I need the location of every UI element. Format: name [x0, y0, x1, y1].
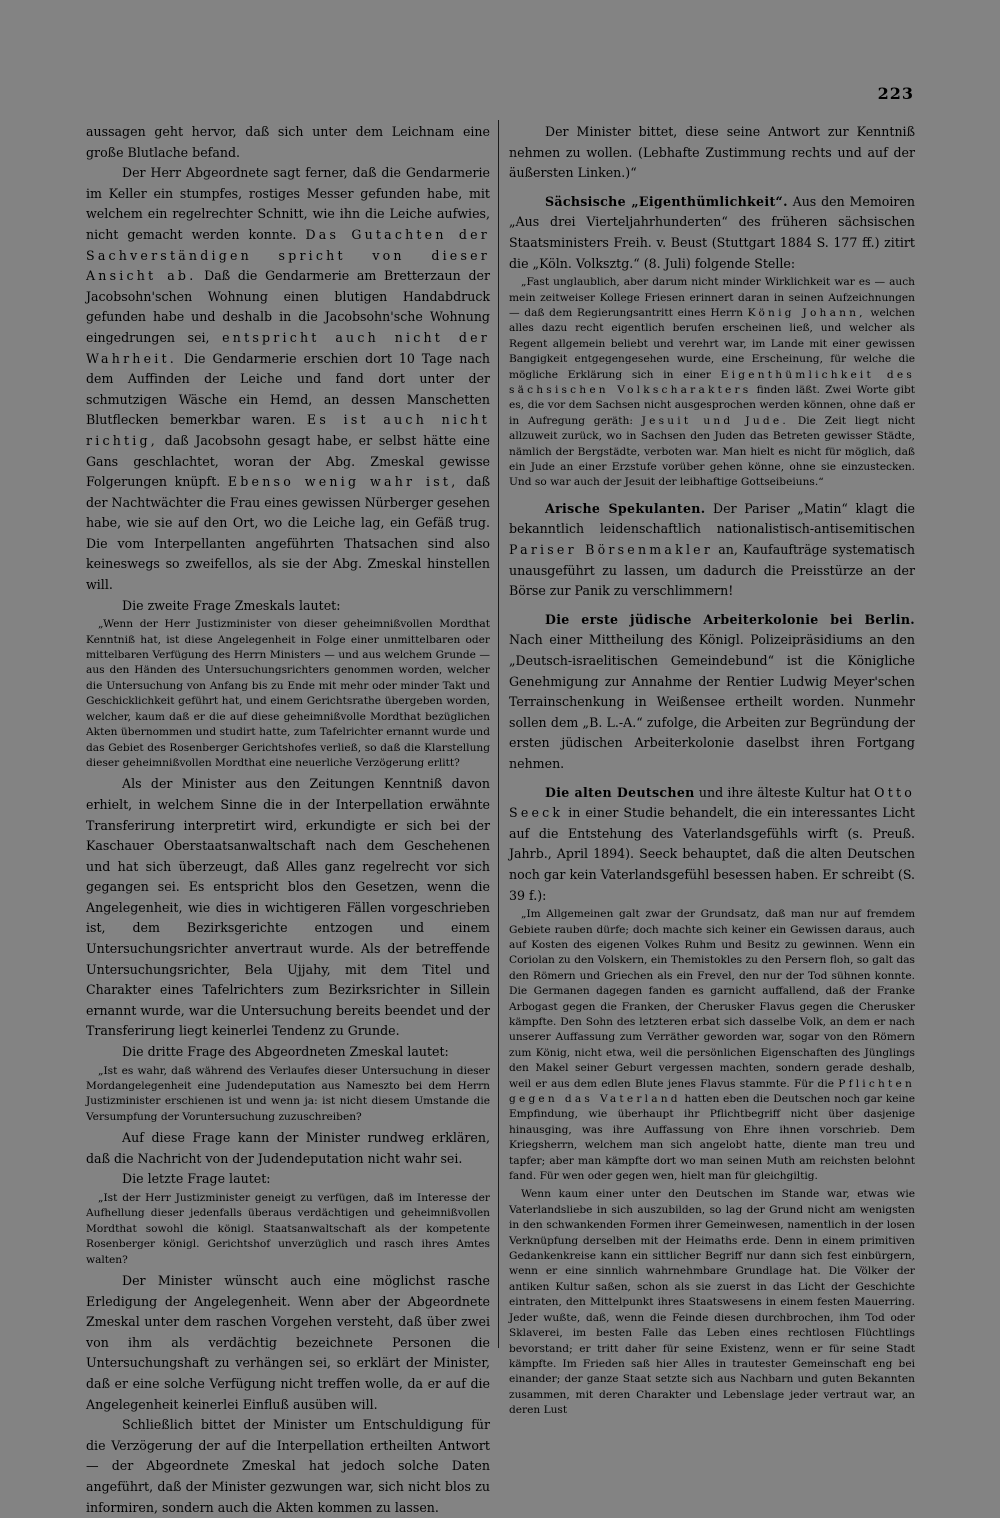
text-run: „Ist der Herr Justizminister geneigt zu verfügen, daß im Interesse der Aufhellung dieser jedenfalls überaus verdächtigen und geheimnißvollen Mordthat sowohl die königl. Staatsanwaltschaft als der kompetente Rosenberger königl. Gerichtshof unverzüglich und rasch ihres Amtes walten?	[86, 1192, 490, 1266]
paragraph	[509, 610, 915, 775]
text-run: an, Kaufaufträge systematisch unausgeführt zu lassen, um dadurch die Preisstürze an der Börse zur Panik zu verschlimmern!	[509, 542, 915, 599]
text-run: Der Herr Abgeordnete sagt ferner, daß die Gendarmerie im Keller ein stumpfes, rostiges Messer gefunden habe, mit welchem ein regelrechter Schnitt, wie ihn die Leiche aufwies, nicht gemacht werden konnte.	[86, 165, 490, 242]
paragraph	[86, 1128, 490, 1169]
spaced-emphasis: Es ist auch nicht richtig,	[86, 412, 491, 448]
spaced-emphasis: Jesuit und Jude.	[641, 414, 789, 427]
paragraph	[86, 1271, 490, 1415]
text-run: Wenn kaum einer unter den Deutschen im Stande war, etwas wie Vaterlandsliebe in sich auszubilden, so lag der Grund nicht am wenigsten in den schwankenden Formen ihrer Gemeinwesen, namentlich in der losen Verknüpfung derselben mit der Heimaths erde. Denn in einem primitiven Gedankenkreise kann ein sittlicher Begriff nur dann sich fest einbürgern, wenn er eine sinnlich wahrnehmbare Grundlage hat. Die Völker der antiken Kultur saßen, schon als sie zuerst in das Licht der Geschichte eintraten, den Mittelpunkt ihres Staatswesens in einem festen Mauerring. Jeder wußte, daß, wenn die Feinde diesen durchbrochen, ihm Tod oder Sklaverei, im besten Falle das Leben eines rechtlosen Flüchtlings bevorstand; er tritt daher für seine Existenz, wenn er für seine Stadt kämpfte. Im Frieden saß hier Alles in trautester Gemeinschaft eng bei einander; der ganze Staat setzte sich aus Nachbarn und guten Bekannten zusammen, mit deren Charakter und Lebenslage jeder vertraut war, an deren Lust	[509, 1188, 915, 1417]
paragraph	[86, 163, 490, 595]
text-run: „Wenn der Herr Justizminister von dieser geheimnißvollen Mordthat Kenntniß hat, ist diese Angelegenheit in Folge einer unmittelbaren oder mittelbaren Verfügung des Herrn Ministers — und aus welchem Grunde — aus den Händen des Untersuchungsrichters genommen worden, welcher die Untersuchung von Anfang bis zu Ende mit mehr oder minder Takt und Geschicklichkeit geführt hat, und einem Gerichtsrathe übergeben worden, welcher, kaum daß er die auf diese geheimnißvolle Mordthat bezüglichen Akten übernommen und studirt hatte, zum Tafelrichter ernannt wurde und das Gebiet des Rosenberger Gerichtshofes verließ, so daß die Klarstellung dieser geheimnißvollen Mordthat eine neuerliche Verzögerung erlitt?	[86, 618, 490, 769]
paragraph	[509, 122, 915, 184]
article-heading: Sächsische „Eigenthümlichkeit“.	[545, 193, 788, 209]
paragraph	[86, 1415, 490, 1518]
spaced-emphasis: entspricht auch nicht der Wahrheit.	[86, 329, 490, 366]
spaced-emphasis: Pariser Börsenmakler	[509, 542, 714, 558]
text-run: Der Minister bittet, diese seine Antwort zur Kenntniß nehmen zu wollen. (Lebhafte Zustimmung rechts und auf der äußersten Linken.)“	[509, 124, 915, 181]
text-run: Die Gendarmerie erschien dort 10 Tage nach dem Auffinden der Leiche und fand dort unter der schmutzigen Wäsche ein Hemd, an dessen Manschetten Blutflecken bemerkbar waren.	[86, 350, 490, 428]
quoted-paragraph	[509, 1187, 915, 1418]
text-run: „Ist es wahr, daß während des Verlaufes dieser Untersuchung in dieser Mordangelegenheit eine Judendeputation aus Nameszto bei dem Herrn Justizminister erschienen ist und wenn ja: ist nicht diesem Umstande die Versumpfung der Voruntersuchung zuzuschreiben?	[86, 1064, 490, 1123]
article-heading: Die erste jüdische Arbeiterkolonie bei Berlin.	[545, 611, 915, 627]
spaced-emphasis: König Johann,	[747, 306, 866, 319]
article-heading: Arische Spekulanten.	[545, 500, 706, 516]
spaced-emphasis: Ebenso wenig wahr ist,	[227, 474, 459, 490]
text-run: Die zweite Frage Zmeskals lautet:	[122, 597, 341, 613]
quoted-paragraph	[86, 1191, 490, 1268]
article-heading: Die alten Deutschen	[545, 784, 695, 800]
text-run: finden läßt. Zwei Worte gibt es, die vor dem Sachsen nicht ausgesprochen werden können, ohne daß er in Aufregung geräth:	[509, 384, 915, 427]
paragraph	[86, 1169, 490, 1190]
page-number: 223	[877, 84, 914, 103]
text-run: Der Minister wünscht auch eine möglichst rasche Erledigung der Angelegenheit. Wenn aber der Abgeordnete Zmeskal unter dem raschen Vorgehen versteht, daß über zwei von ihm als verdächtig bezeichnete Personen die Untersuchungshaft zu verhängen sei, so erklärt der Minister, daß er eine solche Verfügung nicht treffen wolle, da er auf die Angelegenheit keinerlei Einfluß ausüben will.	[86, 1273, 490, 1412]
text-run: und ihre älteste Kultur hat	[694, 784, 875, 800]
text-run: daß Jacobsohn gesagt habe, er selbst hätte eine Gans geschlachtet, woran der Abg. Zmeskal gewisse Folgerungen knüpft.	[86, 432, 490, 490]
text-run: „Fast unglaublich, aber darum nicht minder Wirklichkeit war es — auch mein zeitweiser Kollege Friesen erinnert daran in seinen Aufzeichnungen — daß dem Regierungsantritt eines Herrn	[509, 276, 915, 319]
right-column	[509, 122, 916, 1417]
paragraph	[86, 774, 490, 1042]
spaced-emphasis: Pflichten gegen das Vaterland	[509, 1077, 915, 1105]
paragraph	[509, 499, 915, 602]
text-run: „Im Allgemeinen galt zwar der Grundsatz, daß man nur auf fremdem Gebiete rauben dürfe; doch machte sich keiner ein Gewissen daraus, auch auf Kosten des eigenen Volkes Ruhm und Besitz zu gewinnen. Wenn ein Coriolan zu den Volskern, ein Themistokles zu den Persern floh, so galt das den Römern und Griechen als ein Frevel, den nur der Tod sühnen konnte. Die Germanen dagegen fanden es garnicht auffallend, daß der Franke Arbogast gegen die Franken, der Cherusker Flavus gegen die Cherusker kämpfte. Den Sohn des letzteren erbat sich dasselbe Volk, an dem er nach unserer Auffassung zum Verräther geworden war, sogar von den Römern zum König, nicht etwa, weil die persönlichen Eigenschaften des Jünglings den Makel seiner Geburt vergessen machten, sondern gerade deshalb, weil er aus dem edlen Blute jenes Flavus stammte. Für die	[509, 908, 915, 1090]
left-column	[86, 122, 491, 1515]
text-run: Die letzte Frage lautet:	[122, 1171, 271, 1187]
quoted-paragraph	[509, 275, 915, 491]
paragraph	[86, 596, 490, 617]
spaced-emphasis: Otto Seeck	[509, 784, 916, 821]
text-run: Als der Minister aus den Zeitungen Kenntniß davon erhielt, in welchem Sinne die in der Interpellation erwähnte Transferirung interpretirt wird, erkundigte er sich bei der Kaschauer Oberstaatsanwaltschaft nach dem Geschehenen und hat sich überzeugt, daß Alles ganz regelrecht vor sich gegangen sei. Es entspricht blos den Gesetzen, wenn die Angelegenheit, wie dies in wichtigeren Fällen vorgeschrieben ist, dem Bezirksgerichte entzogen und einem Untersuchungsrichter anvertraut wurde. Als der betreffende Untersuchungsrichter, Bela Ujjahy, mit dem Titel und Charakter eines Tafelrichters zum Bezirksrichter in Sillein ernannt wurde, war die Untersuchung bereits beendet und der Transferirung liegt keinerlei Tendenz zu Grunde.	[86, 776, 490, 1039]
paragraph	[509, 192, 915, 274]
text-run: daß der Nachtwächter die Frau eines gewissen Nürberger gesehen habe, wie sie auf den Ort, wo die Leiche lag, ein Gefäß trug. Die vom Interpellanten angeführten Thatsachen sind also keineswegs so zweifellos, als sie der Abg. Zmeskal hinstellen will.	[86, 474, 490, 593]
paragraph	[86, 1042, 490, 1063]
text-run: Auf diese Frage kann der Minister rundweg erklären, daß die Nachricht von der Judendeputation nicht wahr sei.	[86, 1130, 490, 1166]
text-run: Schließlich bittet der Minister um Entschuldigung für die Verzögerung der auf die Interpellation ertheilten Antwort — der Abgeordnete Zmeskal hat jedoch solche Daten angeführt, daß der Minister gezwungen war, sich nicht blos zu informiren, sondern auch die Akten kommen zu lassen.	[86, 1417, 490, 1515]
text-run: Die dritte Frage des Abgeordneten Zmeskal lautet:	[122, 1044, 449, 1060]
quoted-paragraph	[509, 907, 915, 1184]
text-run: aussagen geht hervor, daß sich unter dem Leichnam eine große Blutlache befand.	[86, 124, 490, 160]
spaced-emphasis: Das Gutachten der Sachverständigen spricht von dieser Ansicht ab.	[86, 226, 490, 284]
text-run: hatten eben die Deutschen noch gar keine Empfindung, wie überhaupt ihr Pflichtbegriff nicht über dasjenige hinausging, was ihre Auffassung von Ehre ihnen vorschrieb. Dem Kriegsherrn, welchem man sich angelobt hatte, diente man treu und tapfer; aber man kämpfte dort wo man seinen Muth am reichsten belohnt fand. Für wen oder gegen wen, hielt man für gleichgiltig.	[509, 1093, 915, 1183]
text-run: in einer Studie behandelt, die ein interessantes Licht auf die Entstehung des Vaterlandsgefühls wirft (s. Preuß. Jahrb., April 1894). Seeck behauptet, daß die alten Deutschen noch gar kein Vaterlandsgefühl besessen haben. Er schreibt (S. 39 f.):	[509, 805, 916, 903]
text-run: welchen alles dazu recht eigentlich berufen erscheinen ließ, und welcher als Regent allgemein beliebt und verehrt war, im Lande mit einer gewissen Bangigkeit entgegengesehen wurde, eine Erscheinung, für welche die mögliche Erklärung sich in einer	[509, 306, 915, 381]
quoted-paragraph	[86, 1064, 490, 1126]
quoted-paragraph	[86, 617, 490, 771]
text-run: Die Zeit liegt nicht allzuweit zurück, wo in Sachsen den Juden das Betreten gewisser Städte, nämlich der Bergstädte, verboten war. Man hielt es nicht für möglich, daß ein Jude an einer Erzstufe vorüber gehen könne, ohne sie einzustecken. Und so war auch der Jesuit der leibhaftige Gottseibeiuns.“	[509, 414, 915, 489]
column-divider	[498, 120, 499, 1348]
paragraph	[509, 783, 915, 907]
text-run: Nach einer Mittheilung des Königl. Polizeipräsidiums an den „Deutsch-israelitischen Gemeindebund“ ist die Königliche Genehmigung zur Annahme der Rentier Ludwig Meyer'schen Terrainschenkung in Weißensee ertheilt worden. Nunmehr sollen dem „B. L.-A.“ zufolge, die Arbeiten zur Begründung der ersten jüdischen Arbeiterkolonie daselbst ihren Fortgang nehmen.	[509, 632, 915, 771]
text-run: Daß die Gendarmerie am Bretterzaun der Jacobsohn'schen Wohnung einen blutigen Handabdruck gefunden habe und deshalb in die Jacobsohn'sche Wohnung eingedrungen sei,	[86, 268, 490, 345]
text-run: Der Pariser „Matin“ klagt die bekanntlich leidenschaftlich nationalistisch-antisemitischen	[509, 500, 915, 537]
paragraph	[86, 122, 490, 163]
text-run: Aus den Memoiren „Aus drei Vierteljahrhunderten“ des früheren sächsischen Staatsministers Freih. v. Beust (Stuttgart 1884 S. 177 ff.) zitirt die „Köln. Volksztg.“ (8. Juli) folgende Stelle:	[509, 193, 915, 271]
spaced-emphasis: Eigenthümlichkeit des sächsischen Volkscharakters	[509, 368, 915, 396]
